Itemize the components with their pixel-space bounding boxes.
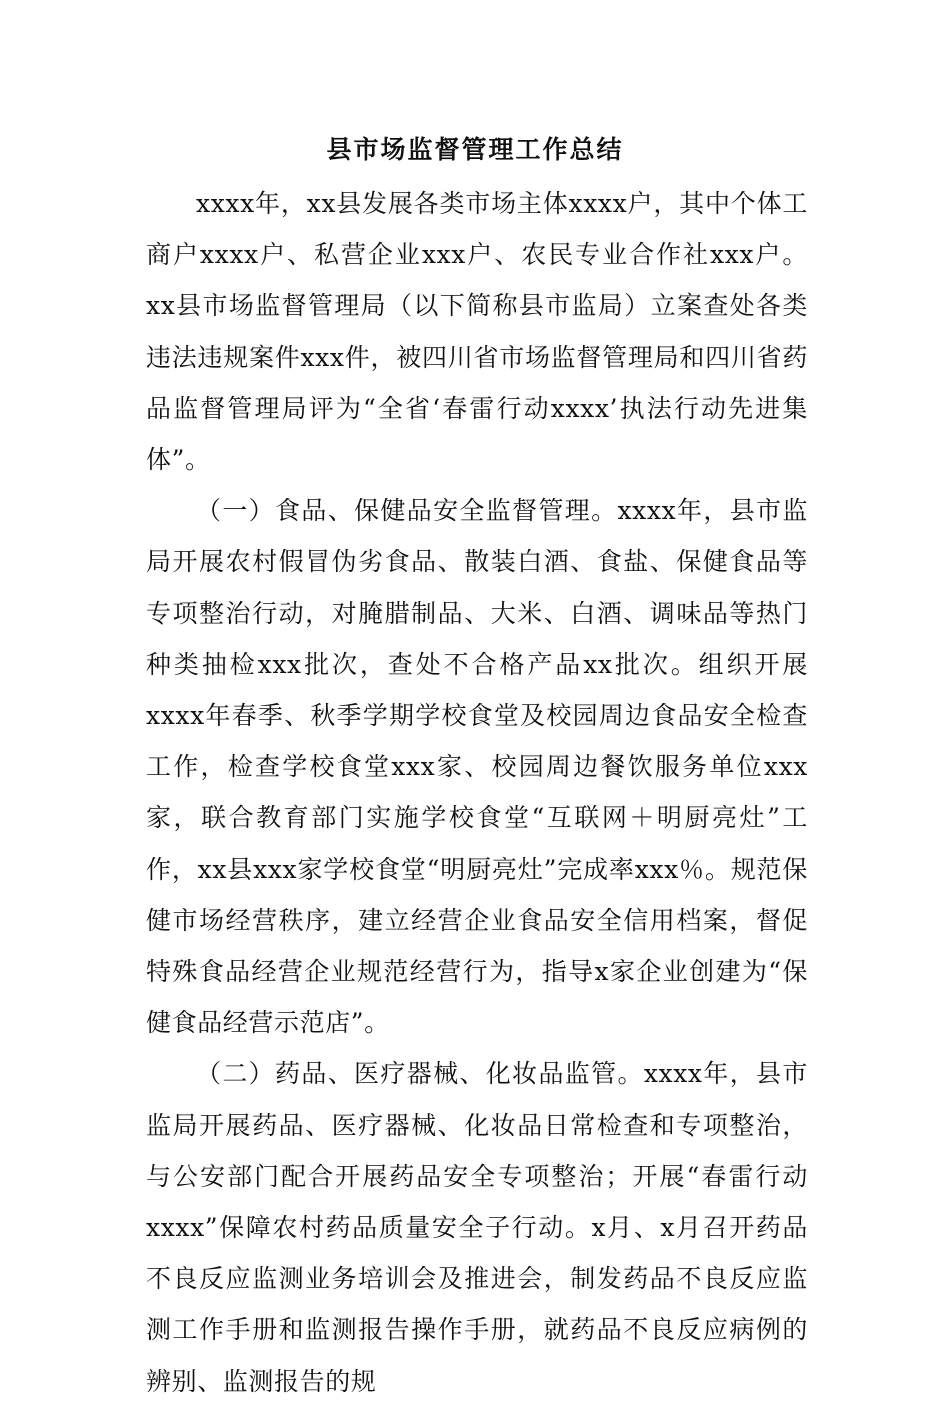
document-body — [146, 178, 808, 1407]
paragraph-drug-supervision: （二）药品、医疗器械、化妆品监管。xxxx年，县市监局开展药品、医疗器械、化妆品日常检查和专项整治，与公安部门配合开展药品安全专项整治；开展“春雷行动xxxx”保障农村药品质量安全子行动。x月、x月召开药品不良反应监测业务培训会及推进会，制发药品不良反应监测工作手册和监测报告操作手册，就药品不良反应病例的辨别、监测报告的规 — [146, 1059, 808, 1396]
document-title: 县市场监督管理工作总结 — [326, 135, 624, 164]
paragraph-food-safety: （一）食品、保健品安全监督管理。xxxx年，县市监局开展农村假冒伪劣食品、散装白酒、食盐、保健食品等专项整治行动，对腌腊制品、大米、白酒、调味品等热门种类抽检xxx批次，查处不合格产品xx批次。组织开展xxxx年春季、秋季学期学校食堂及校园周边食品安全检查工作，检查学校食堂xxx家、校园周边餐饮服务单位xxx家，联合教育部门实施学校食堂“互联网＋明厨亮灶”工作，xx县xxx家学校食堂“明厨亮灶”完成率xxx％。规范保健市场经营秩序，建立经营企业食品安全信用档案，督促特殊食品经营企业规范经营行为，指导x家企业创建为“保健食品经营示范店”。 — [146, 496, 808, 1038]
paragraph-overview: xxxx年，xx县发展各类市场主体xxxx户，其中个体工商户xxxx户、私营企业xxx户、农民专业合作社xxx户。xx县市场监督管理局（以下简称县市监局）立案查处各类违法违规案件xxx件，被四川省市场监督管理局和四川省药品监督管理局评为“全省‘春雷行动xxxx’执法行动先进集体”。 — [146, 189, 808, 475]
